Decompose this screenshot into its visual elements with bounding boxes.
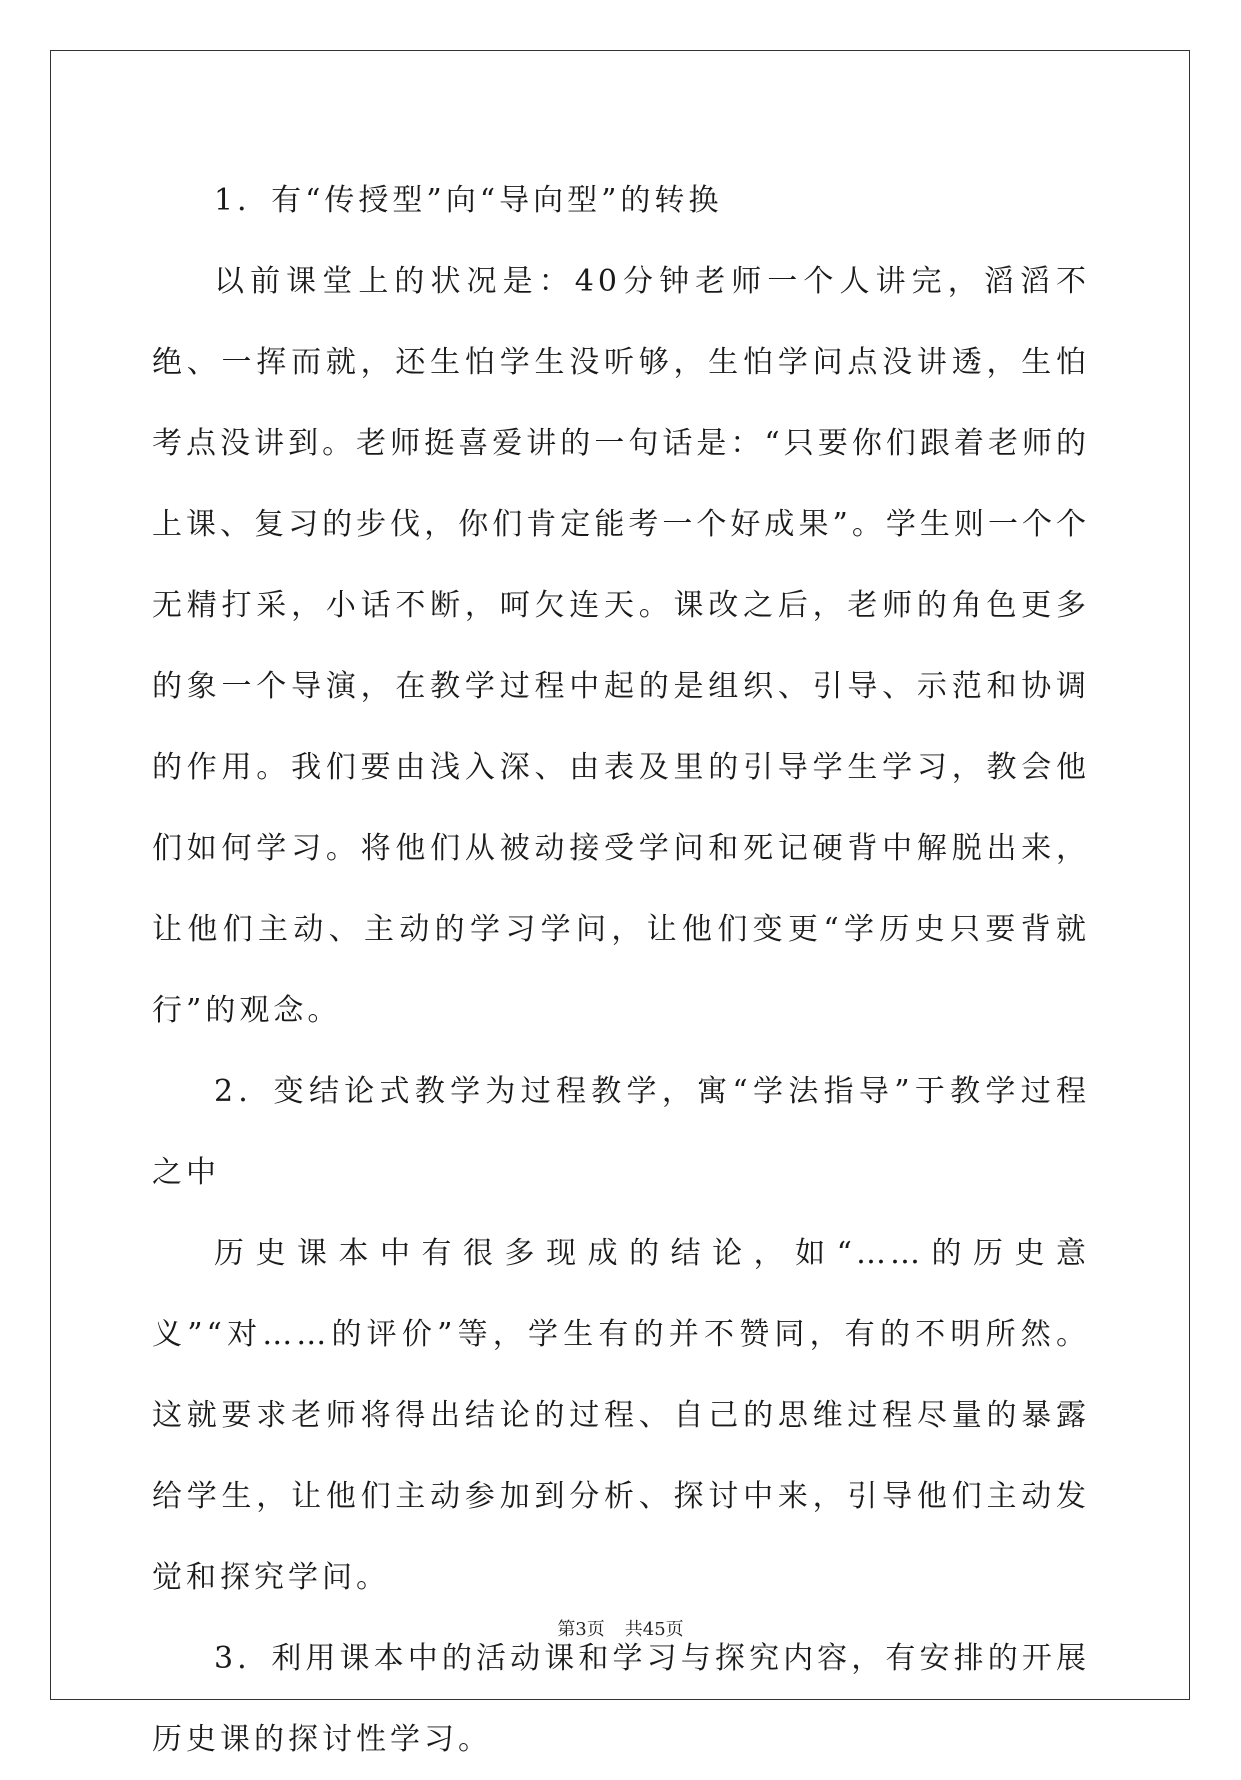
paragraph-2: 历史课本中有很多现成的结论，如“……的历史意义”“对……的评价”等，学生有的并不赞同，有的不明所然。这就要求老师将得出结论的过程、自己的思维过程尽量的暴露给学生，让他们主动参加到分析、探讨中来，引导他们主动发觉和探究学问。 xyxy=(152,1236,1090,1595)
heading-1: 1．有“传授型”向“导向型”的转换 xyxy=(214,183,723,218)
document-body xyxy=(152,160,1090,1780)
page-number-total: 共45页 xyxy=(624,1619,684,1640)
heading-2: 2．变结论式教学为过程教学，寓“学法指导”于教学过程之中 xyxy=(152,1074,1090,1190)
heading-3: 3．利用课本中的活动课和学习与探究内容，有安排的开展历史课的探讨性学习。 xyxy=(152,1641,1090,1757)
paragraph-1: 以前课堂上的状况是：40分钟老师一个人讲完，滔滔不绝、一挥而就，还生怕学生没听够，生怕学问点没讲透，生怕考点没讲到。老师挺喜爱讲的一句话是：“只要你们跟着老师的上课、复习的步伐，你们肯定能考一个好成果”。学生则一个个无精打采，小话不断，呵欠连天。课改之后，老师的角色更多的象一个导演，在教学过程中起的是组织、引导、示范和协调的作用。我们要由浅入深、由表及里的引导学生学习，教会他们如何学习。将他们从被动接受学问和死记硬背中解脱出来，让他们主动、主动的学习学问，让他们变更“学历史只要背就行”的观念。 xyxy=(152,264,1090,1028)
page-number-current: 第3页 xyxy=(557,1619,605,1640)
page-footer xyxy=(0,1615,1241,1641)
